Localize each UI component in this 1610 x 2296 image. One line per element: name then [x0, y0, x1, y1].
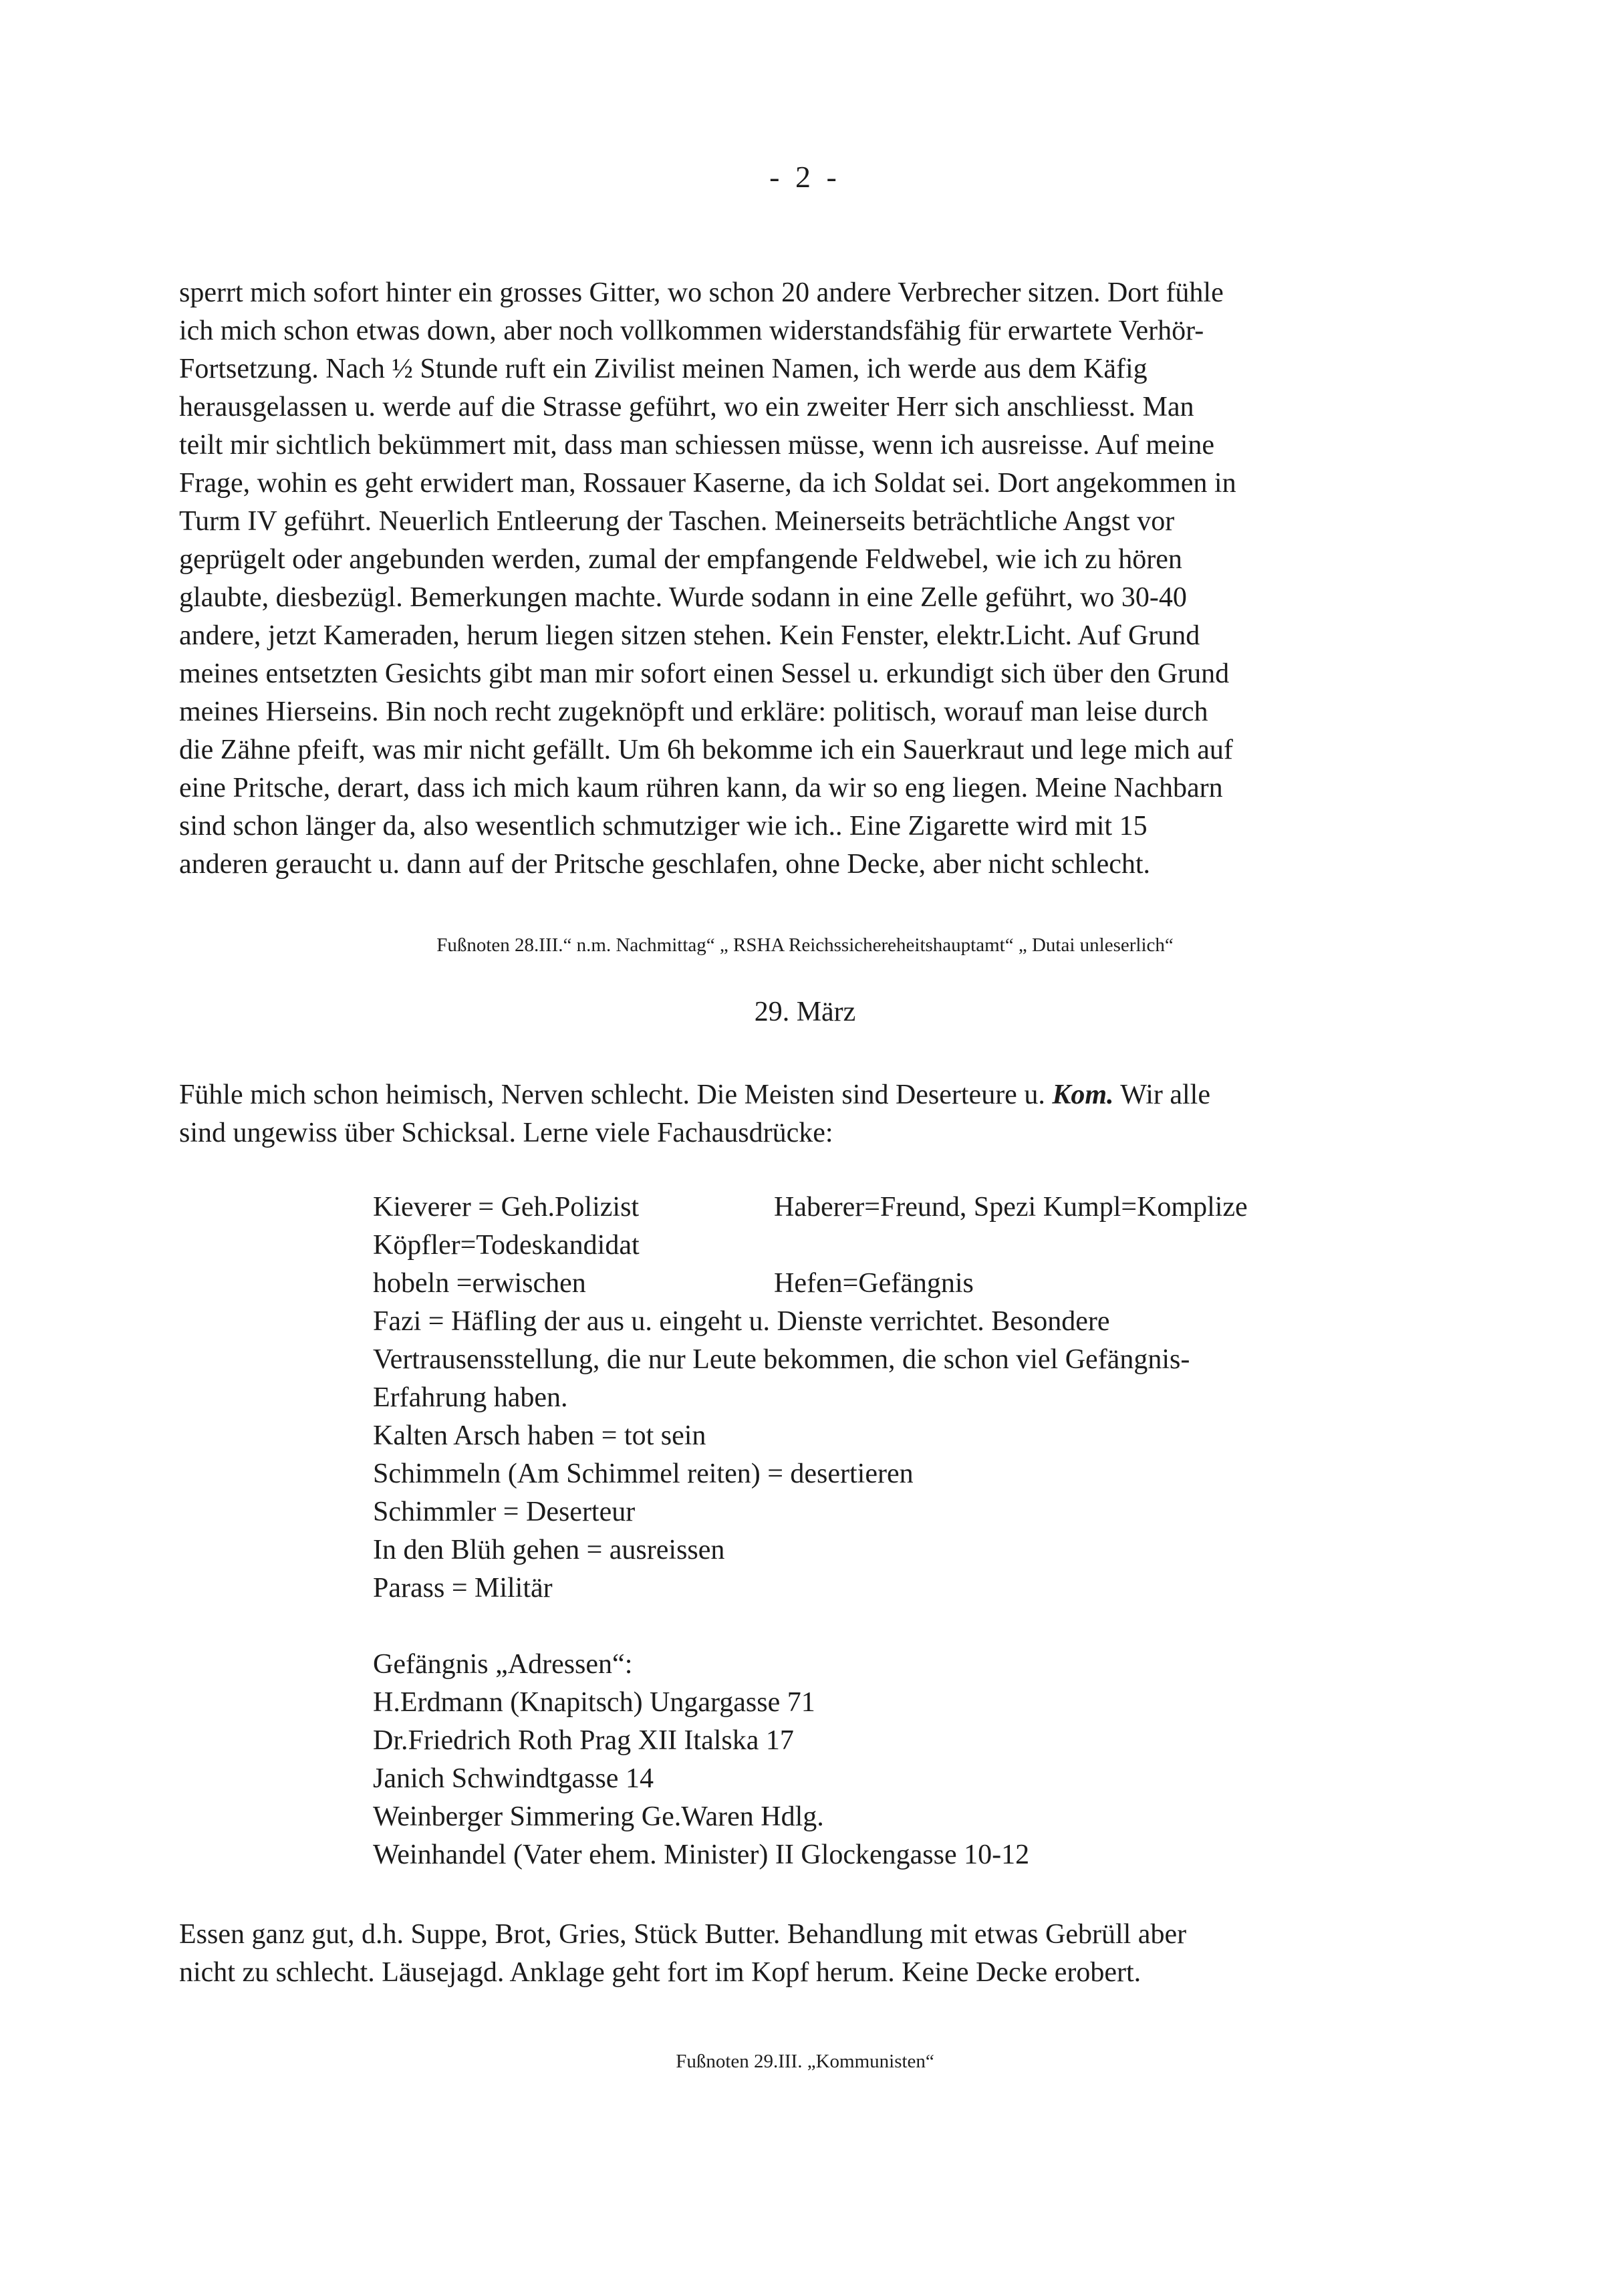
text-line: Turm IV geführt. Neuerlich Entleerung der Taschen. Meinerseits beträchtliche Angst vor [179, 506, 1175, 537]
glossary-row [373, 1188, 1429, 1227]
address-line: Weinhandel (Vater ehem. Minister) II Glockengasse 10-12 [373, 1839, 1030, 1870]
text-line: Frage, wohin es geht erwidert man, Rossauer Kaserne, da ich Soldat sei. Dort angekommen in [179, 468, 1236, 499]
text-line: nicht zu schlecht. Läusejagd. Anklage geht fort im Kopf herum. Keine Decke erobert. [179, 1957, 1142, 1988]
page-number: - 2 - [769, 160, 841, 194]
text-line: sind ungewiss über Schicksal. Lerne viele Fachausdrücke: [179, 1118, 833, 1148]
glossary-term: Haberer=Freund, Spezi Kumpl=Komplize [774, 1192, 1248, 1223]
date-heading: 29. März [754, 997, 856, 1027]
glossary-row: Kalten Arsch haben = tot sein [373, 1420, 706, 1451]
address-line: H.Erdmann (Knapitsch) Ungargasse 71 [373, 1687, 815, 1718]
text-span: Wir alle [1113, 1079, 1210, 1110]
diary-paragraph-28-march [179, 274, 1449, 884]
text-line: meines Hierseins. Bin noch recht zugeknöpft und erkläre: politisch, worauf man leise durch [179, 696, 1208, 727]
diary-paragraph-food [179, 1916, 1449, 1992]
diary-paragraph-29-march [179, 1076, 1449, 1152]
text-line: Essen ganz gut, d.h. Suppe, Brot, Gries, Stück Butter. Behandlung mit etwas Gebrüll aber [179, 1919, 1187, 1950]
text-line [179, 1076, 1449, 1114]
text-line: glaubte, diesbezügl. Bemerkungen machte. Wurde sodann in eine Zelle geführt, wo 30-40 [179, 582, 1187, 613]
glossary-row: Erfahrung haben. [373, 1382, 568, 1413]
glossary-term: hobeln =erwischen [373, 1268, 586, 1299]
glossary-term: Hefen=Gefängnis [774, 1268, 974, 1299]
text-line: Fortsetzung. Nach ½ Stunde ruft ein Zivilist meinen Namen, ich werde aus dem Käfig [179, 354, 1148, 384]
text-line: sind schon länger da, also wesentlich schmutziger wie ich.. Eine Zigarette wird mit 15 [179, 811, 1148, 842]
text-line: die Zähne pfeift, was mir nicht gefällt. Um 6h bekomme ich ein Sauerkraut und lege mich auf [179, 735, 1233, 765]
text-line: sperrt mich sofort hinter ein grosses Gitter, wo schon 20 andere Verbrecher sitzen. Dort fühle [179, 277, 1224, 308]
slang-glossary [373, 1188, 1429, 1874]
glossary-row: Schimmeln (Am Schimmel reiten) = desertieren [373, 1458, 914, 1489]
address-line: Dr.Friedrich Roth Prag XII Italska 17 [373, 1725, 794, 1756]
emphasized-word: Kom. [1052, 1079, 1114, 1110]
text-span: Fühle mich schon heimisch, Nerven schlecht. Die Meisten sind Deserteure u. [179, 1079, 1053, 1110]
glossary-row: Vertrausensstellung, die nur Leute bekommen, die schon viel Gefängnis- [373, 1344, 1190, 1375]
glossary-row: In den Blüh gehen = ausreissen [373, 1535, 725, 1565]
address-line: Weinberger Simmering Ge.Waren Hdlg. [373, 1801, 824, 1832]
footnote-29-march: Fußnoten 29.III. „Kommunisten“ [676, 2051, 934, 2072]
footnote-28-march: Fußnoten 28.III.“ n.m. Nachmittag“ „ RSHA Reichssichereheitshauptamt“ „ Dutai unleserlich“ [436, 934, 1174, 956]
addresses-heading: Gefängnis „Adressen“: [373, 1649, 633, 1680]
text-line: teilt mir sichtlich bekümmert mit, dass man schiessen müsse, wenn ich ausreisse. Auf meine [179, 430, 1215, 461]
glossary-row: Parass = Militär [373, 1573, 553, 1604]
text-line: anderen geraucht u. dann auf der Pritsche geschlafen, ohne Decke, aber nicht schlecht. [179, 849, 1151, 880]
blank-line [373, 1608, 1429, 1646]
glossary-row [373, 1265, 1429, 1303]
glossary-row: Köpfler=Todeskandidat [373, 1230, 640, 1261]
glossary-row: Schimmler = Deserteur [373, 1497, 636, 1527]
text-line: ich mich schon etwas down, aber noch vollkommen widerstandsfähig für erwartete Verhör- [179, 315, 1204, 346]
text-line: eine Pritsche, derart, dass ich mich kaum rühren kann, da wir so eng liegen. Meine Nachbarn [179, 773, 1223, 803]
text-line: herausgelassen u. werde auf die Strasse geführt, wo ein zweiter Herr sich anschliesst. Man [179, 392, 1194, 422]
address-line: Janich Schwindtgasse 14 [373, 1763, 654, 1794]
text-line: meines entsetzten Gesichts gibt man mir sofort einen Sessel u. erkundigt sich über den Grund [179, 658, 1230, 689]
glossary-row: Fazi = Häfling der aus u. eingeht u. Dienste verrichtet. Besondere [373, 1306, 1110, 1337]
glossary-term: Kieverer = Geh.Polizist [373, 1192, 640, 1223]
text-line: geprügelt oder angebunden werden, zumal der empfangende Feldwebel, wie ich zu hören [179, 544, 1182, 575]
text-line: andere, jetzt Kameraden, herum liegen sitzen stehen. Kein Fenster, elektr.Licht. Auf Grund [179, 620, 1200, 651]
